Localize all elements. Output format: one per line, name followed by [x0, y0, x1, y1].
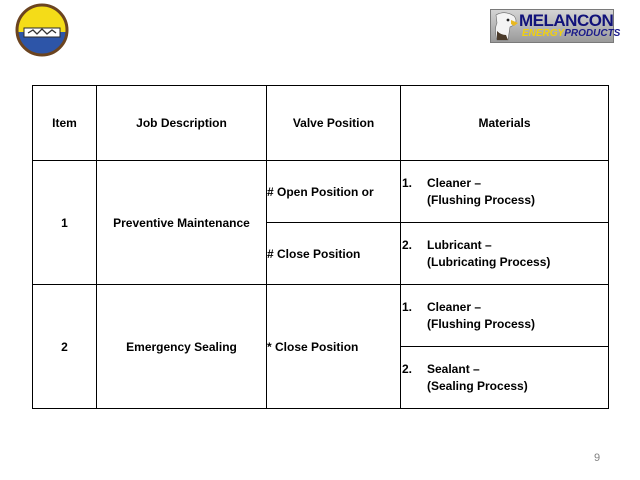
page-number: 9	[594, 452, 601, 464]
row-item-number: 1	[33, 161, 97, 285]
material-number: 2.	[402, 361, 413, 376]
material-number: 1.	[402, 299, 413, 314]
brand-tagline	[522, 28, 620, 40]
material-process: (Flushing Process)	[427, 316, 536, 331]
material-line	[401, 361, 608, 378]
row-valve-position: * Close Position	[267, 285, 401, 409]
material-name: Sealant –	[427, 361, 480, 376]
brand-tagline-products: PRODUCTS	[564, 28, 621, 39]
material-line	[401, 237, 608, 254]
material-process: (Sealing Process)	[427, 378, 528, 393]
brand-name: MELANCON	[519, 11, 614, 30]
eagle-head-icon	[493, 11, 519, 42]
material-name: Lubricant –	[427, 237, 492, 252]
material-name: Cleaner –	[427, 175, 482, 190]
material-line	[401, 175, 608, 192]
header-valve-position: Valve Position	[267, 86, 401, 161]
material-process: (Flushing Process)	[427, 192, 536, 207]
company-seal-logo	[15, 3, 69, 57]
material-item	[401, 347, 609, 409]
header-materials: Materials	[401, 86, 609, 161]
material-item	[401, 161, 609, 223]
material-line	[401, 299, 608, 316]
material-item	[401, 223, 609, 285]
header-job-description: Job Description	[97, 86, 267, 161]
header-item: Item	[33, 86, 97, 161]
table-row	[33, 161, 609, 223]
row-valve-position: # Open Position or	[267, 161, 401, 223]
row-job-description: Preventive Maintenance	[97, 161, 267, 285]
material-number: 2.	[402, 237, 413, 252]
table-header-row	[33, 86, 609, 161]
material-name: Cleaner –	[427, 299, 482, 314]
brand-tagline-energy: ENERGY	[522, 28, 565, 39]
material-process: (Lubricating Process)	[427, 254, 551, 269]
melancon-energy-logo	[490, 9, 621, 43]
row-valve-position: # Close Position	[267, 223, 401, 285]
row-job-description: Emergency Sealing	[97, 285, 267, 409]
job-table	[32, 85, 609, 409]
material-number: 1.	[402, 175, 413, 190]
table-row	[33, 285, 609, 347]
material-item	[401, 285, 609, 347]
row-item-number: 2	[33, 285, 97, 409]
circular-company-seal-icon	[15, 3, 69, 57]
